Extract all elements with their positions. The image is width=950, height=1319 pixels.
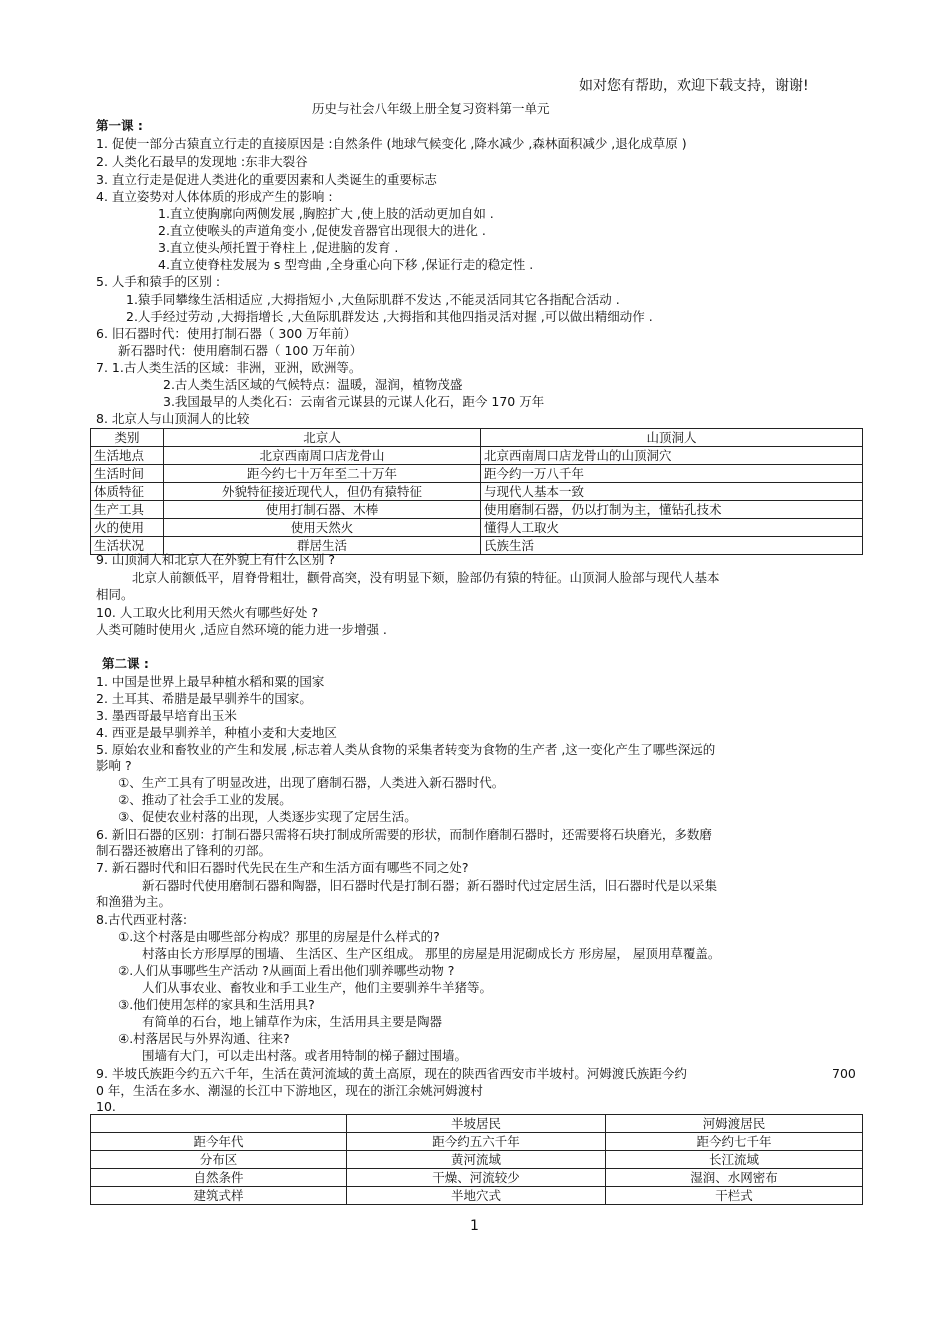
table-cell: 湿润、水网密布 bbox=[606, 1169, 863, 1187]
table-row bbox=[91, 447, 863, 465]
table-header-row bbox=[91, 1115, 863, 1133]
table-cell: 使用磨制石器，仍以打制为主，懂钻孔技术 bbox=[481, 501, 863, 519]
lesson1-line: 8. 北京人与山顶洞人的比较 bbox=[96, 411, 250, 426]
lesson1-line: 1.直立使胸廓向两侧发展 ,胸腔扩大 ,使上肢的活动更加自如 . bbox=[158, 206, 494, 221]
lesson2-line-tail: 700 bbox=[832, 1066, 856, 1081]
table-header-row bbox=[91, 429, 863, 447]
table-row bbox=[91, 1151, 863, 1169]
lesson2-line: 6. 新旧石器的区别：打制石器只需将石块打制成所需要的形状，而制作磨制石器时，还需要将石块磨光，多数磨 bbox=[96, 827, 712, 842]
table-header-cell: 山顶洞人 bbox=[481, 429, 863, 447]
table-cell: 生活状况 bbox=[91, 537, 164, 555]
comparison-table-1 bbox=[90, 428, 863, 555]
lesson2-line: 8.古代西亚村落: bbox=[96, 912, 188, 927]
lesson2-line: 新石器时代使用磨制石器和陶器，旧石器时代是打制石器；新石器时代过定居生活，旧石器时代是以采集 bbox=[142, 878, 718, 893]
table-cell: 干燥、河流较少 bbox=[347, 1169, 606, 1187]
lesson1-line: 1.猿手同攀缘生活相适应 ,大拇指短小 ,大鱼际肌群不发达 ,不能灵活同其它各指配合活动 . bbox=[126, 292, 620, 307]
table-cell: 懂得人工取火 bbox=[481, 519, 863, 537]
table-row bbox=[91, 1133, 863, 1151]
lesson1-line: 5. 人手和猿手的区别 : bbox=[96, 274, 221, 289]
lesson2-line: ①.这个村落是由哪些部分构成？那里的房屋是什么样式的? bbox=[118, 929, 440, 944]
table-cell: 外貌特征接近现代人，但仍有猿特征 bbox=[164, 483, 481, 501]
comparison-table-2 bbox=[90, 1114, 863, 1205]
lesson2-line: 村落由长方形厚厚的围墙、 生活区、生产区组成。 那里的房屋是用泥砌成长方 形房屋， 屋顶用草覆盖。 bbox=[142, 946, 721, 961]
table-header-cell: 河姆渡居民 bbox=[606, 1115, 863, 1133]
lesson2-line: 制石器还被磨出了锋利的刃部。 bbox=[96, 843, 272, 858]
lesson1-line: 9. 山顶洞人和北京人在外貌上有什么区别 ? bbox=[96, 552, 336, 567]
lesson1-line: 2.直立使喉头的声道角变小 ,促使发音器官出现很大的进化 . bbox=[158, 223, 486, 238]
table-cell: 与现代人基本一致 bbox=[481, 483, 863, 501]
lesson2-line: ②、推动了社会手工业的发展。 bbox=[118, 792, 292, 807]
lesson2-line: 4. 西亚是最早驯养羊，种植小麦和大麦地区 bbox=[96, 725, 337, 740]
table-cell: 氏族生活 bbox=[481, 537, 863, 555]
lesson2-line: ③.他们使用怎样的家具和生活用具? bbox=[118, 997, 315, 1012]
lesson1-line: 北京人前额低平，眉脊骨粗壮，颧骨高突，没有明显下颏，脸部仍有猿的特征。山顶洞人脸部与现代人基本 bbox=[132, 570, 720, 585]
table-cell: 生活地点 bbox=[91, 447, 164, 465]
table-header-cell bbox=[91, 1115, 347, 1133]
lesson2-line: 和渔猎为主。 bbox=[96, 894, 172, 909]
document-title: 历史与社会八年级上册全复习资料第一单元 bbox=[312, 101, 550, 116]
lesson1-line: 3.我国最早的人类化石：云南省元谋县的元谋人化石，距今 170 万年 bbox=[163, 394, 545, 409]
table-row bbox=[91, 1169, 863, 1187]
page-number: 1 bbox=[470, 1218, 479, 1234]
lesson1-line: 新石器时代：使用磨制石器（ 100 万年前） bbox=[118, 343, 363, 358]
lesson2-line: 3. 墨西哥最早培育出玉米 bbox=[96, 708, 237, 723]
table-cell: 距今约七千年 bbox=[606, 1133, 863, 1151]
table-cell: 北京西南周口店龙骨山的山顶洞穴 bbox=[481, 447, 863, 465]
lesson2-line: ①、生产工具有了明显改进，出现了磨制石器，人类进入新石器时代。 bbox=[118, 775, 505, 790]
table-cell: 干栏式 bbox=[606, 1187, 863, 1205]
lesson2-line: 9. 半坡氏族距今约五六千年，生活在黄河流域的黄土高原，现在的陕西省西安市半坡村。河姆渡氏族距今约 bbox=[96, 1066, 687, 1081]
table-cell: 半地穴式 bbox=[347, 1187, 606, 1205]
lesson2-line: 5. 原始农业和畜牧业的产生和发展 ,标志着人类从食物的采集者转变为食物的生产者 ,这一变化产生了哪些深远的 bbox=[96, 742, 716, 757]
table-cell: 距今约五六千年 bbox=[347, 1133, 606, 1151]
table-cell: 建筑式样 bbox=[91, 1187, 347, 1205]
table-row bbox=[91, 1187, 863, 1205]
lesson1-line: 人类可随时使用火 ,适应自然环境的能力进一步增强 . bbox=[96, 622, 387, 637]
lesson2-line: 影响 ? bbox=[96, 758, 132, 773]
lesson1-heading: 第一课 : bbox=[96, 118, 143, 133]
table-cell: 生产工具 bbox=[91, 501, 164, 519]
lesson1-line: 2.人手经过劳动 ,大拇指增长 ,大鱼际肌群发达 ,大拇指和其他四指灵活对握 ,可以做出精细动作 . bbox=[126, 309, 653, 324]
lesson1-line: 4. 直立姿势对人体体质的形成产生的影响 : bbox=[96, 189, 333, 204]
table-header-cell: 半坡居民 bbox=[347, 1115, 606, 1133]
table-row bbox=[91, 465, 863, 483]
lesson1-line: 3. 直立行走是促进人类进化的重要因素和人类诞生的重要标志 bbox=[96, 172, 437, 187]
table-header-cell: 北京人 bbox=[164, 429, 481, 447]
lesson2-line: 0 年，生活在多水、潮湿的长江中下游地区，现在的浙江余姚河姆渡村 bbox=[96, 1083, 483, 1098]
table-cell: 群居生活 bbox=[164, 537, 481, 555]
lesson1-line: 3.直立使头颅托置于脊柱上 ,促进脑的发育 . bbox=[158, 240, 399, 255]
lesson2-line: 10. bbox=[96, 1099, 116, 1114]
table-cell: 距今约七十万年至二十万年 bbox=[164, 465, 481, 483]
table-cell: 使用天然火 bbox=[164, 519, 481, 537]
table-cell: 生活时间 bbox=[91, 465, 164, 483]
lesson2-line: 2. 土耳其、希腊是最早驯养牛的国家。 bbox=[96, 691, 312, 706]
lesson2-heading: 第二课 : bbox=[102, 656, 149, 671]
table-cell: 黄河流域 bbox=[347, 1151, 606, 1169]
table-cell: 使用打制石器、木棒 bbox=[164, 501, 481, 519]
table-cell: 体质特征 bbox=[91, 483, 164, 501]
lesson2-line: ③、促使农业村落的出现，人类逐步实现了定居生活。 bbox=[118, 809, 417, 824]
lesson1-line: 2. 人类化石最早的发现地 :东非大裂谷 bbox=[96, 154, 308, 169]
table-cell: 自然条件 bbox=[91, 1169, 347, 1187]
table-row bbox=[91, 519, 863, 537]
table-cell: 分布区 bbox=[91, 1151, 347, 1169]
lesson1-line: 2.古人类生活区域的气候特点：温暖，湿润，植物茂盛 bbox=[163, 377, 463, 392]
lesson2-line: 有简单的石台，地上铺草作为床，生活用具主要是陶器 bbox=[142, 1014, 443, 1029]
lesson1-line: 6. 旧石器时代：使用打制石器（ 300 万年前） bbox=[96, 326, 357, 341]
lesson1-line: 7. 1.古人类生活的区域：非洲，亚洲，欧洲等。 bbox=[96, 360, 362, 375]
lesson2-line: ④.村落居民与外界沟通、往来? bbox=[118, 1031, 290, 1046]
lesson1-line: 相同。 bbox=[96, 587, 134, 602]
table-row bbox=[91, 483, 863, 501]
table-cell: 长江流域 bbox=[606, 1151, 863, 1169]
table-cell: 火的使用 bbox=[91, 519, 164, 537]
lesson2-line: ②.人们从事哪些生产活动 ?从画面上看出他们驯养哪些动物 ? bbox=[118, 963, 455, 978]
lesson2-line: 围墙有大门，可以走出村落。或者用特制的梯子翻过围墙。 bbox=[142, 1048, 468, 1063]
lesson1-line: 10. 人工取火比利用天然火有哪些好处 ? bbox=[96, 605, 318, 620]
table-cell: 北京西南周口店龙骨山 bbox=[164, 447, 481, 465]
lesson1-line: 4.直立使脊柱发展为 s 型弯曲 ,全身重心向下移 ,保证行走的稳定性 . bbox=[158, 257, 534, 272]
table-row bbox=[91, 501, 863, 519]
lesson2-line: 1. 中国是世界上最早种植水稻和粟的国家 bbox=[96, 674, 325, 689]
download-note: 如对您有帮助，欢迎下载支持，谢谢! bbox=[579, 78, 809, 94]
table-cell: 距今年代 bbox=[91, 1133, 347, 1151]
table-cell: 距今约一万八千年 bbox=[481, 465, 863, 483]
lesson1-line: 1. 促使一部分古猿直立行走的直接原因是 :自然条件 (地球气候变化 ,降水减少 ,森林面积减少 ,退化成草原 ) bbox=[96, 136, 687, 151]
table-header-cell: 类别 bbox=[91, 429, 164, 447]
lesson2-line: 7. 新石器时代和旧石器时代先民在生产和生活方面有哪些不同之处? bbox=[96, 860, 469, 875]
lesson2-line: 人们从事农业、畜牧业和手工业生产，他们主要驯养牛羊猪等。 bbox=[142, 980, 493, 995]
